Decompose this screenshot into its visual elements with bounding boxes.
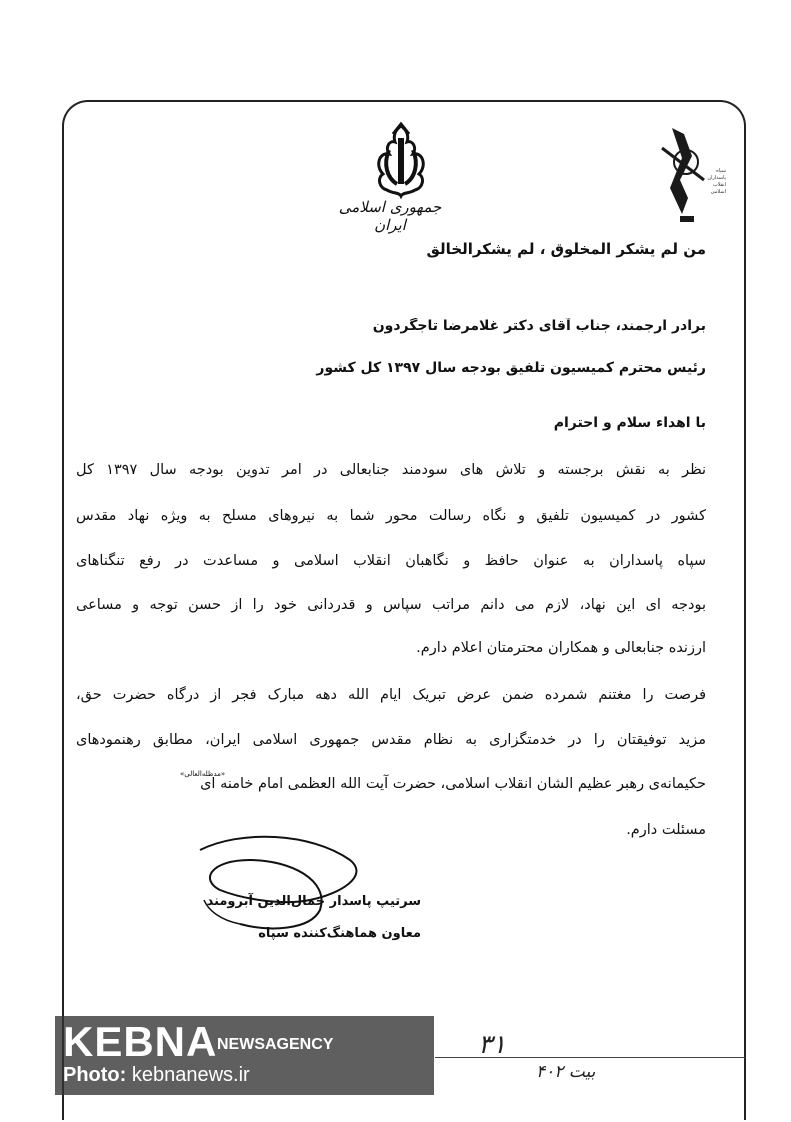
watermark-agency: NEWSAGENCY bbox=[217, 1036, 334, 1053]
watermark-brand: KEBNA bbox=[63, 1018, 218, 1065]
watermark-site: kebnanews.ir bbox=[131, 1064, 250, 1086]
watermark-credit bbox=[63, 1064, 250, 1087]
body-line-1: نظر به نقش برجسته و تلاش های سودمند جنابعالی در امر تدوین بودجه سال ۱۳۹۷ کل bbox=[76, 462, 707, 478]
iran-emblem-icon bbox=[365, 120, 437, 200]
body-line-6: فرصت را مغتنم شمرده ضمن عرض تبریک ایام الله دهه مبارک فجر از درگاه حضرت حق، bbox=[76, 687, 706, 703]
honorific: «مدظله‌العالی» bbox=[180, 770, 226, 778]
signer-title: معاون هماهنگ‌کننده سپاه bbox=[258, 926, 421, 941]
opening-quote: من لم یشکر المخلوق ، لم یشکرالخالق bbox=[426, 240, 706, 258]
divider-line bbox=[435, 1057, 745, 1058]
body-line-4: بودجه ای این نهاد، لازم می دانم مراتب سپاس و قدردانی خود را از حسن توجه و مساعی bbox=[76, 597, 706, 613]
body-line-3: سپاه پاسداران به عنوان حافظ و نگاهبان انقلاب اسلامی و مساعدت در رفع تنگناهای bbox=[76, 553, 706, 569]
body-line-2: کشور در کمیسیون تلفیق و نگاه رسالت محور شما به نیروهای مسلح به ویژه نهاد مقدس bbox=[76, 508, 706, 524]
body-line-8: حکیمانه‌ی رهبر عظیم الشان انقلاب اسلامی، حضرت آیت الله العظمی امام خامنه ای bbox=[200, 776, 706, 792]
handwritten-note: بیت ۴۰۲ bbox=[536, 1062, 596, 1082]
signature-mark bbox=[180, 820, 380, 940]
recipient-line-2: رئیس محترم کمیسیون تلفیق بودجه سال ۱۳۹۷ کل کشور bbox=[316, 360, 706, 376]
handwritten-number: ۳۱ bbox=[478, 1030, 506, 1060]
recipient-line-1: برادر ارجمند، جناب آقای دکتر غلامرضا تاجگردون bbox=[372, 318, 706, 334]
photo-label: Photo: bbox=[63, 1064, 127, 1086]
watermark bbox=[55, 1016, 434, 1095]
body-line-5: ارزنده جنابعالی و همکاران محترمتان اعلام دارم. bbox=[416, 640, 706, 656]
greeting: با اهداء سلام و احترام bbox=[553, 415, 706, 431]
emblem-caption: جمهوری اسلامی ایران bbox=[338, 198, 442, 234]
irgc-caption: سپاه پاسداران انقلاب اسلامی bbox=[707, 168, 726, 195]
body-line-9: مسئلت دارم. bbox=[626, 822, 706, 838]
body-line-7: مزید توفیقتان را در خدمتگزاری به نظام مقدس جمهوری اسلامی ایران، مطابق رهنمودهای bbox=[76, 732, 706, 748]
signer-name: سرتیپ پاسدار جمال‌الدین آبرومند bbox=[206, 894, 421, 909]
